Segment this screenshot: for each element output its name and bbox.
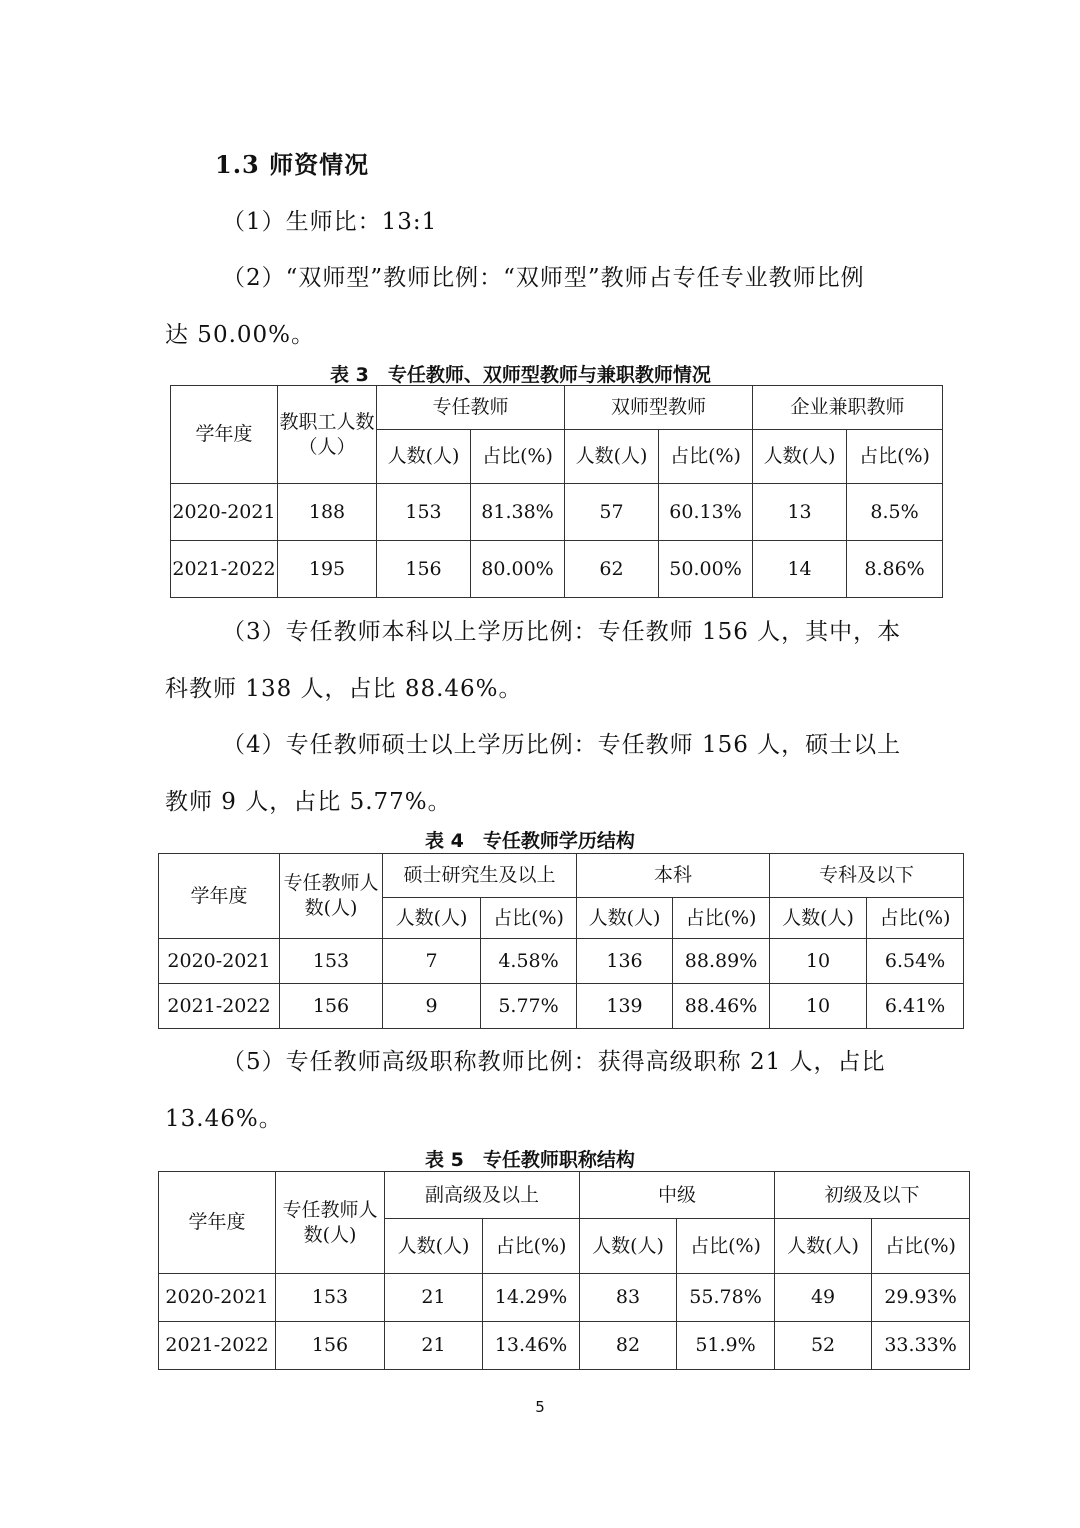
table5-header-total: 专任教师人数(人) xyxy=(276,1172,385,1274)
table-cell: 13 xyxy=(753,484,847,541)
table-cell: 2021-2022 xyxy=(159,984,280,1029)
table5-header-junior: 初级及以下 xyxy=(775,1172,970,1219)
table-cell: 2021-2022 xyxy=(159,1322,276,1370)
table-cell: 52 xyxy=(775,1322,872,1370)
table-row xyxy=(159,1322,970,1370)
table-cell: 88.89% xyxy=(673,939,770,984)
table5 xyxy=(158,1171,970,1370)
table3-subheader-count: 人数(人) xyxy=(377,430,471,484)
table-cell: 14.29% xyxy=(483,1274,580,1322)
table-cell: 49 xyxy=(775,1274,872,1322)
table-row xyxy=(159,1274,970,1322)
table5-header-senior: 副高级及以上 xyxy=(385,1172,580,1219)
table-cell: 14 xyxy=(753,541,847,598)
table-cell: 156 xyxy=(276,1322,385,1370)
table-cell: 83 xyxy=(580,1274,677,1322)
table-cell: 80.00% xyxy=(471,541,565,598)
table-cell: 60.13% xyxy=(659,484,753,541)
table-cell: 10 xyxy=(770,984,867,1029)
table4-subheader-ratio: 占比(%) xyxy=(673,898,770,939)
table-cell: 136 xyxy=(577,939,673,984)
table3-header-staff: 教职工人数（人） xyxy=(278,386,377,484)
table-cell: 2020-2021 xyxy=(159,1274,276,1322)
table4-caption: 表 4 专任教师学历结构 xyxy=(425,830,635,852)
table4-header-total: 专任教师人数(人) xyxy=(280,854,383,939)
table3-header-dual: 双师型教师 xyxy=(565,386,753,430)
table5-caption: 表 5 专任教师职称结构 xyxy=(425,1149,635,1171)
table-cell: 13.46% xyxy=(483,1322,580,1370)
master-paragraph-line-1: （4）专任教师硕士以上学历比例：专任教师 156 人，硕士以上 xyxy=(222,732,902,758)
table-cell: 2020-2021 xyxy=(159,939,280,984)
table3-subheader-ratio: 占比(%) xyxy=(847,430,943,484)
table5-header-intermediate: 中级 xyxy=(580,1172,775,1219)
table4-header-bachelor: 本科 xyxy=(577,854,770,898)
table5-subheader-count: 人数(人) xyxy=(775,1219,872,1274)
table-cell: 7 xyxy=(383,939,481,984)
table3-caption: 表 3 专任教师、双师型教师与兼职教师情况 xyxy=(330,364,711,386)
table-cell: 62 xyxy=(565,541,659,598)
table-cell: 57 xyxy=(565,484,659,541)
bachelor-paragraph-line-1: （3）专任教师本科以上学历比例：专任教师 156 人，其中，本 xyxy=(222,619,902,645)
table4-header-master: 硕士研究生及以上 xyxy=(383,854,577,898)
table-cell: 4.58% xyxy=(481,939,577,984)
table4 xyxy=(158,853,964,1029)
table-cell: 139 xyxy=(577,984,673,1029)
table4-subheader-count: 人数(人) xyxy=(383,898,481,939)
table4-subheader-ratio: 占比(%) xyxy=(867,898,964,939)
table-cell: 153 xyxy=(377,484,471,541)
senior-title-paragraph-line-2: 13.46%。 xyxy=(165,1106,283,1132)
table4-header-college: 专科及以下 xyxy=(770,854,964,898)
table-cell: 33.33% xyxy=(872,1322,970,1370)
table-cell: 51.9% xyxy=(677,1322,775,1370)
table3-subheader-count: 人数(人) xyxy=(565,430,659,484)
page-number: 5 xyxy=(535,1398,545,1416)
table-cell: 55.78% xyxy=(677,1274,775,1322)
table-row xyxy=(171,484,943,541)
table-row xyxy=(159,939,964,984)
table5-subheader-count: 人数(人) xyxy=(385,1219,483,1274)
table-cell: 82 xyxy=(580,1322,677,1370)
table-cell: 29.93% xyxy=(872,1274,970,1322)
table4-subheader-count: 人数(人) xyxy=(770,898,867,939)
table-cell: 153 xyxy=(276,1274,385,1322)
student-teacher-ratio-paragraph: （1）生师比：13:1 xyxy=(222,209,438,235)
senior-title-paragraph-line-1: （5）专任教师高级职称教师比例：获得高级职称 21 人，占比 xyxy=(222,1049,886,1075)
master-paragraph-line-2: 教师 9 人，占比 5.77%。 xyxy=(165,789,452,815)
table3-subheader-count: 人数(人) xyxy=(753,430,847,484)
table5-subheader-ratio: 占比(%) xyxy=(872,1219,970,1274)
table5-subheader-count: 人数(人) xyxy=(580,1219,677,1274)
table-cell: 81.38% xyxy=(471,484,565,541)
table-cell: 2020-2021 xyxy=(171,484,278,541)
table-cell: 5.77% xyxy=(481,984,577,1029)
table4-subheader-count: 人数(人) xyxy=(577,898,673,939)
section-title: 1.3 师资情况 xyxy=(215,150,370,179)
table-cell: 2021-2022 xyxy=(171,541,278,598)
table-cell: 156 xyxy=(377,541,471,598)
table3-subheader-ratio: 占比(%) xyxy=(471,430,565,484)
table-cell: 156 xyxy=(280,984,383,1029)
table-cell: 21 xyxy=(385,1274,483,1322)
table3-header-year: 学年度 xyxy=(171,386,278,484)
table3-header-parttime: 企业兼职教师 xyxy=(753,386,943,430)
table-cell: 153 xyxy=(280,939,383,984)
table-cell: 50.00% xyxy=(659,541,753,598)
table-cell: 6.54% xyxy=(867,939,964,984)
table3-subheader-ratio: 占比(%) xyxy=(659,430,753,484)
table-cell: 9 xyxy=(383,984,481,1029)
table-cell: 195 xyxy=(278,541,377,598)
table-cell: 8.5% xyxy=(847,484,943,541)
table-row xyxy=(171,541,943,598)
bachelor-paragraph-line-2: 科教师 138 人，占比 88.46%。 xyxy=(165,676,523,702)
table-cell: 10 xyxy=(770,939,867,984)
table-cell: 21 xyxy=(385,1322,483,1370)
table3 xyxy=(170,385,943,598)
table3-header-fulltime: 专任教师 xyxy=(377,386,565,430)
table5-subheader-ratio: 占比(%) xyxy=(677,1219,775,1274)
table5-header-year: 学年度 xyxy=(159,1172,276,1274)
dual-teacher-paragraph-line-1: （2）“双师型”教师比例：“双师型”教师占专任专业教师比例 xyxy=(222,265,865,291)
table-cell: 88.46% xyxy=(673,984,770,1029)
table4-subheader-ratio: 占比(%) xyxy=(481,898,577,939)
table-cell: 6.41% xyxy=(867,984,964,1029)
table5-subheader-ratio: 占比(%) xyxy=(483,1219,580,1274)
table-row xyxy=(159,984,964,1029)
table4-header-year: 学年度 xyxy=(159,854,280,939)
dual-teacher-paragraph-line-2: 达 50.00%。 xyxy=(165,322,316,348)
table-cell: 188 xyxy=(278,484,377,541)
table-cell: 8.86% xyxy=(847,541,943,598)
